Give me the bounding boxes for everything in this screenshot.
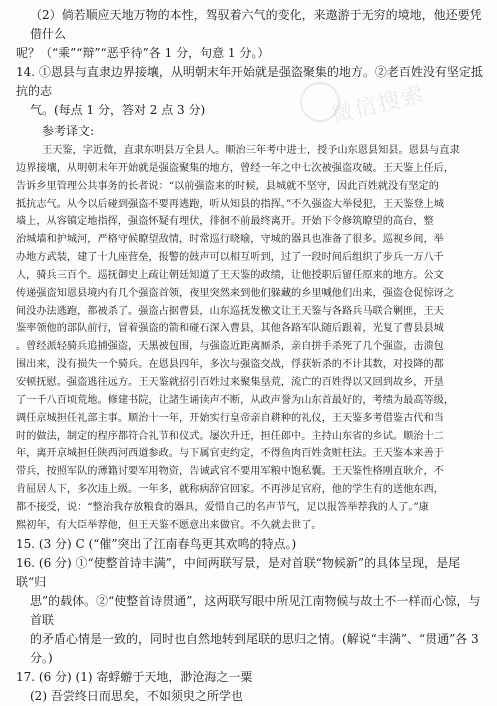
q13-2-line-2: 呢？（“乘”“辩”“恶乎待”各 1 分，句意 1 分。）: [16, 46, 270, 60]
translation-line: 年，离开京城担任陕西河西道参政。与下属官吏约定，不得鱼肉百姓贪赃枉法。王天鉴本来善于: [16, 448, 444, 460]
translation-line: 熙初年，有大臣举荐他，但王天鉴不愿意出来做官。不久就去世了。: [16, 519, 322, 531]
reference-translation-heading: 参考译文:: [42, 124, 95, 138]
translation-line: 抵抗志气。从今以后碰到强盗不要再逃跑，听从知县的指挥。”不久强盗大举侵犯，王天鉴登上城: [16, 198, 444, 210]
translation-line: 传递强盗知恩县境内有几个强盗首领，夜里突然来到他们躲藏的乡里喊他们出来，强盗仓促惊讶之: [16, 287, 455, 299]
translation-line: 都不接受，说：“整治我存放粮食的器具，爱惜自己的名声节气，足以报答举荐我的人了。”康: [16, 501, 429, 513]
translation-line: 肯屈居人下，多次违上级。一年多，就称病辞官回家。不再涉足官府，他的学生有的送他东西，: [16, 484, 444, 496]
q15-answer: 15. (3 分) C (“催”突出了江南春鸟更其欢鸣的特点。): [16, 536, 297, 551]
translation-line: 安顿抚慰。强盗逃往远方。王天鉴就招引百姓过来聚集垦荒，流亡的百姓得以又回到故乡，开垦: [16, 376, 444, 388]
q16-line-1: 16. (6 分) ①“使整首诗丰满”，中间两联写景，是对首联“物候新”的具体呈现，是尾联“归: [16, 555, 461, 589]
watermark-seal: [300, 82, 340, 122]
q16-line-4: 分。): [30, 650, 53, 665]
translation-line: 。曾经派轻骑兵追捕强盗，天黑被包围，与强盗近距离厮杀，亲自拼手杀死了几个强盗，击溃包: [16, 341, 444, 353]
translation-line: 办地方武装，建了十九座营垒，报警的鼓声可以相互听到，过了一段时间后组织了步兵一万八千: [16, 252, 444, 264]
translation-line: 王天鉴，字近微，直隶东明县万全县人。顺治三年考中进士，授予山东恩县知县。恩县与直隶: [42, 145, 460, 156]
q16-line-3: 的矛盾心情是一致的，同时也自然地转到尾联的思归之情。(解说“丰满”、“贯通”各 3: [30, 631, 479, 646]
later-answers: [16, 535, 483, 706]
reference-translation: [16, 142, 483, 535]
translation-line: 告诉乡里管理公共事务的长者说：“以前强盗来的时候，县城就不坚守，因此百姓就没有坚定的: [16, 180, 439, 192]
translation-line: 间没办法逃跑，都被杀了。强盗占据曹县，山东巡抚发檄文让王天鉴与各路兵马联合剿匪，王天: [16, 305, 444, 317]
translation-line: 了一千八百顷荒地。修建书院，让諸生诵读声不断，从政声誉为山东首最好的，考绩为最高等级，: [16, 394, 455, 406]
q17-line-1: 17. (6 分) (1) 寄蜉蝣于天地，渺沧海之一粟: [16, 669, 253, 684]
translation-line: 时的做法，制定的程序都符合礼节和仪式。屡次升迁，担任郎中。主持山东省的乡试。顺治十二: [16, 430, 444, 442]
translation-line: 带兵，按照军队的薄籍讨要军用物资，告诫武官不要用军粮中饱私囊。王天鉴性格刚直耿介，不: [16, 466, 444, 478]
q14-line-1: 14. ①恩县与直隶边界接壤，从明朝末年开始就是强盗聚集的地方。②老百姓没有坚定抵抗的志: [16, 65, 483, 98]
translation-line: 人，骑兵三百个。巡抚御史上疏让朝廷知道了王天鉴的政绩，让他授职后留任原来的地方。公文: [16, 269, 444, 281]
translation-line: 围出来，没有损失一个骑兵。在恩县四年，多次与强盗交战，俘获斩杀的不计其数，对投降的都: [16, 359, 444, 371]
translation-line: 边界接壤，从明朝末年开始就是强盗聚集的地方，曾经一年之中七次被强盗攻破。王天鉴上任后，: [16, 162, 455, 174]
translation-line: 调任京城担任礼部主事。顺治十一年，开始实行皇帝亲自耕种的礼仪，王天鉴多考借鉴古代和当: [16, 412, 444, 424]
translation-line: 治城墙和护城河，严格守候瞭望敌情，时常巡行晓喻，守城的器具也准备了很多。巡视乡间，举: [16, 234, 444, 246]
q17-line-2: (2) 吾尝终日而思矣，不如须臾之所学也: [30, 688, 243, 703]
translation-line: 鉴率领他的部队前行，冒着强盗的箭和碰石深入曹县，其他各路军队随后跟着，光复了曹县县城: [16, 323, 444, 335]
watermark: 微信搜索: [328, 81, 429, 130]
q16-line-2: 思”的载体。②“使整首诗贯通”，这两联写眼中所见江南物候与故土不一样而心惊，与首联: [30, 593, 481, 627]
q14-line-2: 气。(每点 1 分，答对 2 点 3 分): [30, 103, 206, 117]
translation-line: 墙上，从容镇定地指挥，强盗怀疑有埋伏，徘徊不前最终离开。开始下令修筑瞭望的高台，整: [16, 216, 434, 228]
q13-2-line-1: （2）倘若顺应天地万物的本性，驾驭着六气的变化，来遨游于无穷的境地，他还要凭借什么: [30, 8, 482, 41]
